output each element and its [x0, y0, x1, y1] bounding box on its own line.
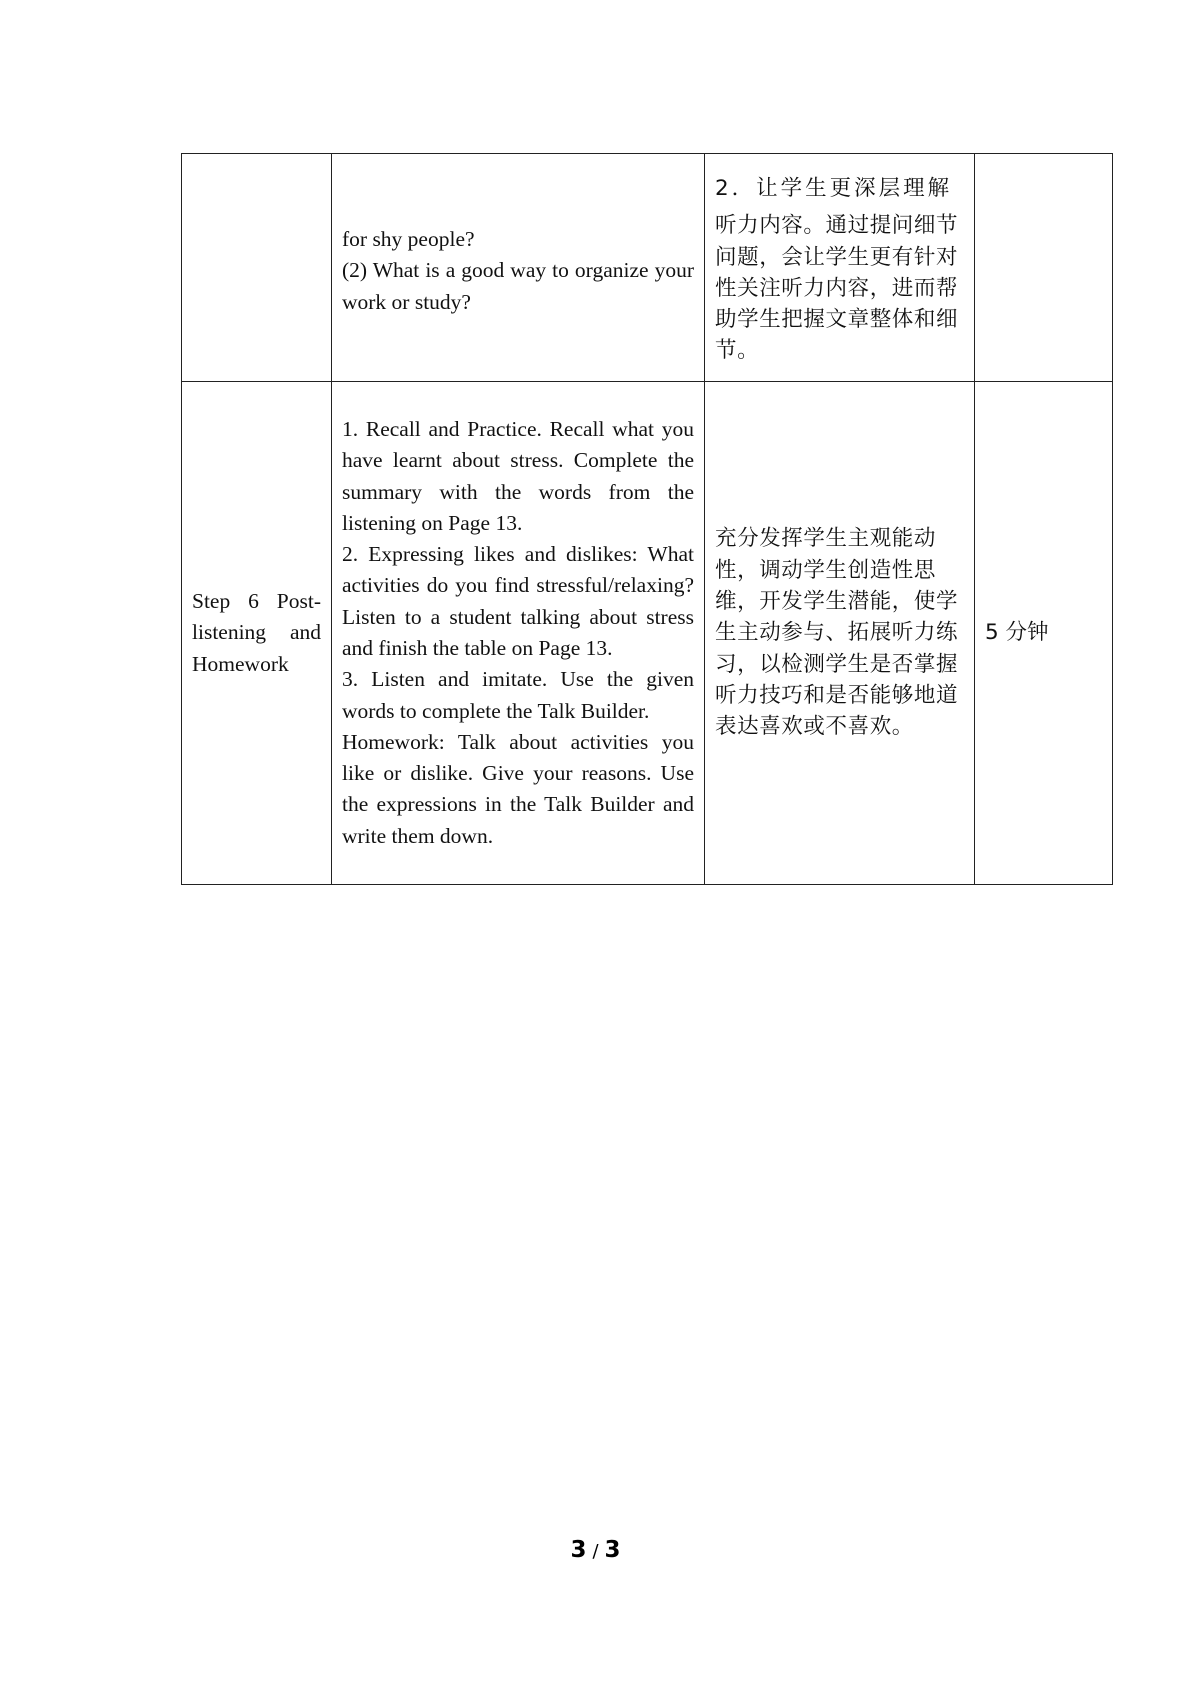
step-cell — [182, 154, 332, 382]
activity-paragraph: 1. Recall and Practice. Recall what you have learnt about stress. Complete the summary with the words from the listening on Page 13. — [342, 416, 694, 535]
purpose-cell — [705, 382, 975, 885]
page-number — [0, 1537, 1191, 1563]
activity-line: (2) What is a good way to organize your work or study? — [342, 258, 694, 314]
activity-paragraph: 3. Listen and imitate. Use the given words to complete the Talk Builder. — [342, 667, 694, 723]
purpose-cell — [705, 154, 975, 382]
page-separator: / — [592, 1541, 599, 1562]
homework-paragraph: Homework: Talk about activities you like or dislike. Give your reasons. Use the expressions in the Talk Builder and write them down. — [342, 729, 694, 848]
activity-line: for shy people? — [342, 227, 475, 251]
current-page: 3 — [570, 1537, 587, 1563]
activity-paragraph: 2. Expressing likes and dislikes: What activities do you find stressful/relaxing? Listen to a student talking about stress and finish the table on Page 13. — [342, 542, 694, 660]
step-cell — [182, 382, 332, 885]
activity-cell — [332, 382, 705, 885]
activity-cell — [332, 154, 705, 382]
time-cell — [975, 154, 1113, 382]
table-row — [182, 154, 1113, 382]
purpose-heading: 2．让学生更深层理解 — [715, 176, 953, 201]
total-pages: 3 — [604, 1537, 621, 1563]
purpose-text: 听力内容。通过提问细节问题，会让学生更有针对性关注听力内容，进而帮助学生把握文章整体和细节。 — [715, 213, 959, 364]
time-cell: 5 分钟 — [975, 382, 1113, 885]
lesson-plan-table — [181, 153, 1113, 885]
purpose-text: 充分发挥学生主观能动性，调动学生创造性思维，开发学生潜能，使学生主动参与、拓展听力练习，以检测学生是否掌握听力技巧和是否能够地道表达喜欢或不喜欢。 — [715, 526, 959, 740]
table-row — [182, 382, 1113, 885]
step-label: Step 6 Post-listening and Homework — [192, 589, 321, 676]
